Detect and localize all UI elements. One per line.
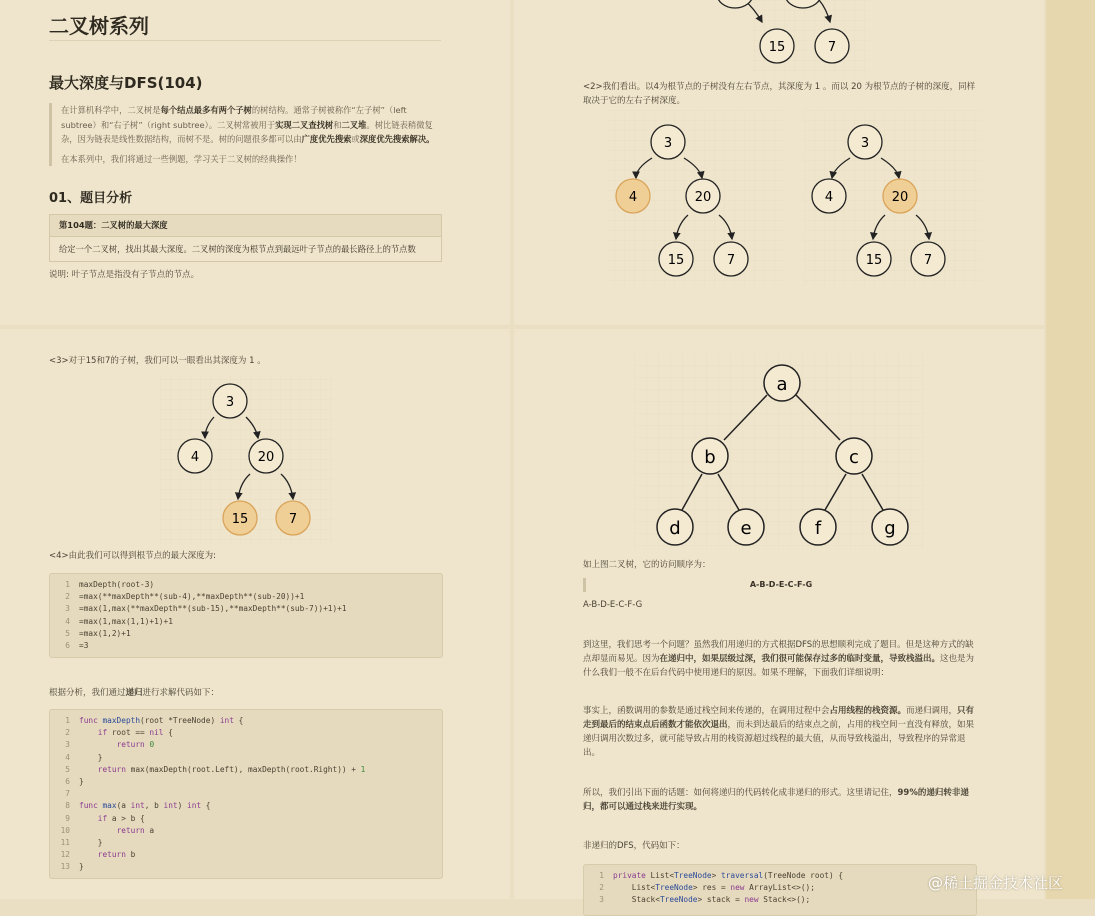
svg-text:b: b — [704, 447, 716, 468]
code-line: 8 func max(a int, b int) int { — [65, 801, 211, 811]
svg-text:3: 3 — [663, 136, 673, 151]
code-line: 7 — [65, 789, 70, 799]
problem-title: 第104题：二叉树的最大深度 — [49, 214, 442, 237]
traversal-plain: A-B-D-E-C-F-G — [583, 600, 643, 610]
tree-node-3 — [651, 125, 685, 159]
code-line: 1 func maxDepth(root *TreeNode) int { — [65, 716, 244, 725]
tree-diagram-step3 — [0, 329, 510, 549]
tree-node-20-highlighted — [883, 179, 917, 213]
tree-node-7 — [714, 242, 748, 276]
code-line: 4 =max(1,max(1,1)+1)+1 — [65, 616, 173, 626]
problem-body: 给定一个二叉树，找出其最大深度。二叉树的深度为根节点到最远叶子节点的最长路径上的节点数 — [49, 237, 442, 262]
intro-quote — [49, 103, 441, 166]
traversal-quote: A-B-D-E-C-F-G — [749, 580, 813, 589]
code-line: 1 maxDepth(root-3) — [65, 580, 155, 589]
svg-text:15: 15 — [231, 512, 249, 527]
svg-text:4: 4 — [824, 190, 834, 205]
step2-text: <2>我们看出。以4为根节点的子树没有左右节点，其深度为 1 。而以 20 为根节点的子树的深度，同样 取决于它的左右子树深度。 — [583, 82, 976, 106]
code-line: 6 =3 — [65, 640, 89, 650]
tree-node-20 — [249, 439, 283, 473]
code-line: 2 List<TreeNode> res = new ArrayList<>(); — [599, 883, 815, 893]
svg-text:15: 15 — [667, 253, 685, 268]
tree-node-4 — [812, 179, 846, 213]
tree-node-g — [872, 509, 908, 545]
svg-text:f: f — [814, 518, 822, 539]
right-margin-strip — [1046, 0, 1095, 899]
svg-text:4: 4 — [190, 450, 200, 465]
paragraph-conclusion: 所以，我们引出下面的话题：如何将递归的代码转化成非递归的形式。这里请记住，99%的递归转非递归，都可以通过栈来进行实现。 — [583, 788, 969, 812]
intro-paragraph-1: 在计算机科学中，二叉树是每个结点最多有两个子树的树结构。通常子树被称作“左子树”（left subtree）和“右子树”（right subtree）。二叉树常被用于实现二叉查找树和二叉堆。树比链表稍微复杂，因为链表是线性数据结构，而树不是。树的问题很多都可以由广度优先搜索或深度优先搜索解决。 — [61, 105, 435, 144]
java-code-block[interactable] — [583, 864, 977, 916]
tree-node-f — [800, 509, 836, 545]
code-line: 10 return a — [60, 825, 155, 835]
svg-text:7: 7 — [923, 253, 933, 268]
panel-intro — [0, 0, 510, 325]
paragraph-stack-overflow: 到这里，我们思考一个问题？虽然我们用递归的方式根据DFS的思想顺利完成了题目。但是这种方式的缺点却显而易见。因为在递归中，如果层级过深，我们很可能保存过多的临时变量，导致栈溢出。这也是为什么我们一般不在后台代码中使用递归的原因。如果不理解，下面我们详细说明： — [583, 640, 975, 678]
tree-node-b — [692, 438, 728, 474]
code-line: 6 } — [65, 776, 84, 786]
tree-node-4 — [178, 439, 212, 473]
tree-node-e — [728, 509, 764, 545]
tree-node-a — [764, 365, 800, 401]
svg-text:4: 4 — [628, 190, 638, 205]
svg-text:3: 3 — [225, 395, 235, 410]
svg-text:a: a — [776, 374, 788, 395]
tree-node-20 — [686, 179, 720, 213]
svg-text:e: e — [740, 518, 752, 539]
code-line: 2 =max(**maxDepth**(sub-4),**maxDepth**(sub-20))+1 — [65, 592, 305, 602]
svg-text:7: 7 — [827, 40, 837, 55]
code-line: 2 if root == nil { — [65, 728, 173, 738]
tree-node-7 — [911, 242, 945, 276]
section-title: 最大深度与DFS(104) — [49, 74, 203, 92]
svg-text:15: 15 — [768, 40, 786, 55]
nonrec-intro: 非递归的DFS，代码如下： — [583, 841, 685, 851]
tree-node-4-highlighted — [616, 179, 650, 213]
svg-text:c: c — [849, 447, 859, 468]
svg-text:7: 7 — [288, 512, 298, 527]
code-line: 3 return 0 — [65, 740, 155, 750]
title-divider — [49, 40, 441, 41]
code-line: 9 if a > b { — [65, 813, 145, 823]
tree-node-15-highlighted — [223, 501, 257, 535]
page-title: 二叉树系列 — [49, 14, 149, 38]
note-text: 说明: 叶子节点是指没有子节点的节点。 — [49, 270, 200, 280]
recursion-intro: 根据分析，我们通过递归进行求解代码如下： — [49, 688, 220, 698]
tree-node-c — [836, 438, 872, 474]
panel-dfs — [514, 329, 1044, 905]
traversal-intro: 如上图二叉树，它的访问顺序为： — [583, 560, 711, 570]
step4-text: <4>由此我们可以得到根节点的最大深度为: — [49, 551, 217, 561]
svg-text:20: 20 — [694, 190, 712, 205]
svg-text:g: g — [884, 518, 896, 539]
code-line: 5 =max(1,2)+1 — [65, 628, 131, 638]
svg-text:d: d — [669, 518, 681, 539]
code-line: 1 private List<TreeNode> traversal(TreeNode root) { — [599, 871, 844, 880]
code-line: 11 } — [60, 837, 103, 847]
svg-text:20: 20 — [257, 450, 275, 465]
tree-diagram-abc — [514, 329, 1044, 554]
watermark: @稀土掘金技术社区 — [928, 874, 1064, 892]
panel-step3 — [0, 329, 510, 899]
svg-text:3: 3 — [860, 136, 870, 151]
tree-node-7 — [815, 29, 849, 63]
svg-text:20: 20 — [891, 190, 909, 205]
code-line: 3 Stack<TreeNode> stack = new Stack<>(); — [599, 895, 811, 905]
code-line: 5 return max(maxDepth(root.Left), maxDepth(root.Right)) + 1 — [65, 764, 366, 774]
go-code-block[interactable] — [49, 709, 443, 879]
subsection-title: 01、题目分析 — [49, 191, 133, 206]
depth-code-block[interactable] — [49, 573, 443, 658]
code-line: 4 } — [65, 752, 103, 762]
paragraph-stack-usage: 事实上，函数调用的参数是通过栈空间来传递的，在调用过程中会占用线程的栈资源。而递归调用，只有走到最后的结束点后函数才能依次退出，而未到达最后的结束点之前，占用的栈空间一直没有释放，如果递归调用次数过多，就可能导致占用的栈资源超过线程的最大值，从而导致栈溢出，导致程序的异常退出。 — [583, 706, 975, 758]
panel-step2 — [514, 0, 1044, 325]
code-line: 12 return b — [60, 850, 136, 860]
traversal-quote-box — [583, 578, 976, 592]
tree-node-3 — [213, 384, 247, 418]
code-line: 13 } — [60, 862, 84, 872]
tree-node-15 — [857, 242, 891, 276]
svg-text:7: 7 — [726, 253, 736, 268]
code-line: 3 =max(1,max(**maxDepth**(sub-15),**maxDepth**(sub-7))+1)+1 — [65, 604, 347, 614]
tree-node-15 — [659, 242, 693, 276]
tree-node-15 — [760, 29, 794, 63]
svg-text:15: 15 — [865, 253, 883, 268]
tree-node-d — [657, 509, 693, 545]
intro-paragraph-2: 在本系列中，我们将通过一些例题，学习关于二叉树的经典操作！ — [61, 153, 302, 164]
problem-table — [49, 214, 442, 262]
step3-text: <3>对于15和7的子树，我们可以一眼看出其深度为 1 。 — [49, 356, 266, 366]
tree-node-7-highlighted — [276, 501, 310, 535]
tree-node-3 — [848, 125, 882, 159]
tree-diagrams-top — [514, 0, 1044, 325]
